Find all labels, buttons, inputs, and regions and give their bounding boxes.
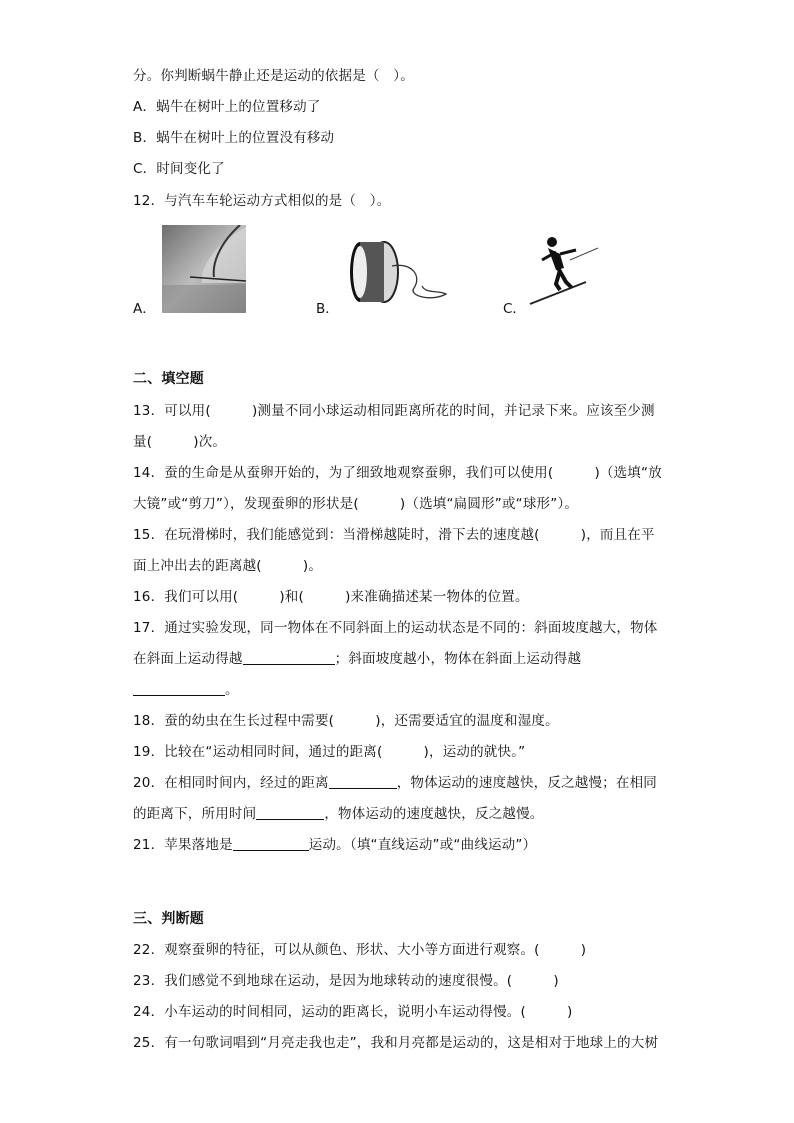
q21-text-a: 21．苹果落地是: [133, 837, 233, 853]
q14-line2: 大镜”或“剪刀”），发现蚕卵的形状是( )（选填“扁圆形”或“球形”）。: [133, 496, 579, 512]
q17-text-c: 。: [225, 682, 239, 698]
skier-icon: [526, 230, 602, 306]
q15-line2: 面上冲出去的距离越( )。: [133, 558, 323, 574]
q12-option-b-label: B．: [316, 301, 339, 317]
q21: [133, 835, 536, 855]
q23: 23．我们感觉不到地球在运动，是因为地球转动的速度很慢。( ): [133, 973, 559, 989]
q17-line2: [133, 649, 581, 669]
q11-option-b: B．蜗牛在树叶上的位置没有移动: [133, 130, 335, 146]
q24: 24．小车运动的时间相同，运动的距离长，说明小车运动得慢。( ): [133, 1004, 573, 1020]
q25: 25．有一句歌词唱到“月亮走我也走”，我和月亮都是运动的，这是相对于地球上的大树: [133, 1035, 659, 1051]
q17-line1: 17．通过实验发现，同一物体在不同斜面上的运动状态是不同的：斜面坡度越大，物体: [133, 620, 658, 636]
q11-option-a: A．蜗牛在树叶上的位置移动了: [133, 99, 321, 115]
q12-option-a-label: A．: [133, 301, 156, 317]
q20-blank-1[interactable]: [329, 774, 397, 789]
q12-option-a-photo: [162, 225, 246, 313]
q17-blank-2[interactable]: [133, 681, 225, 696]
q11-continuation: 分。你判断蜗牛静止还是运动的依据是（ ）。: [133, 68, 414, 84]
q17-text-b: ；斜面坡度越小，物体在斜面上运动得越: [334, 651, 582, 667]
q13-line1: 13．可以用( )测量不同小球运动相同距离所花的时间，并记录下来。应该至少测: [133, 403, 655, 419]
q21-blank[interactable]: [233, 836, 309, 851]
q20-text-d: ，物体运动的速度越快，反之越慢。: [324, 806, 544, 822]
q20-blank-2[interactable]: [256, 805, 324, 820]
section-fill-in-heading: 二、填空题: [133, 371, 204, 387]
q20-line2: [133, 804, 544, 824]
q12-option-c-label: C．: [503, 301, 526, 317]
q17-line3: [133, 680, 239, 700]
q15-line1: 15．在玩滑梯时，我们能感觉到：当滑梯越陡时，滑下去的速度越( )，而且在平: [133, 527, 655, 543]
q17-text-a: 在斜面上运动得越: [133, 651, 243, 667]
q18: 18．蚕的幼虫在生长过程中需要( )，还需要适宜的温度和湿度。: [133, 713, 559, 729]
q22: 22．观察蚕卵的特征，可以从颜色、形状、大小等方面进行观察。( ): [133, 942, 587, 958]
q17-blank-1[interactable]: [243, 650, 335, 665]
q12-stem: 12．与汽车车轮运动方式相似的是（ ）。: [133, 193, 391, 209]
q11-option-c: C．时间变化了: [133, 161, 225, 177]
q20-text-c: 的距离下，所用时间: [133, 806, 257, 822]
q20-text-a: 20．在相同时间内，经过的距离: [133, 775, 329, 791]
q13-line2: 量( )次。: [133, 434, 227, 450]
q20-text-b: ，物体运动的速度越快，反之越慢；在相同: [396, 775, 657, 791]
q14-line1: 14．蚕的生命是从蚕卵开始的，为了细致地观察蚕卵，我们可以使用( )（选填“放: [133, 465, 662, 481]
section-judge-heading: 三、判断题: [133, 911, 204, 927]
yoyo-icon: [342, 236, 452, 308]
q21-text-b: 运动。（填“直线运动”或“曲线运动”）: [308, 837, 537, 853]
q16: 16．我们可以用( )和( )来准确描述某一物体的位置。: [133, 589, 529, 605]
q19: 19．比较在“运动相同时间，通过的距离( )，运动的就快。”: [133, 744, 526, 760]
q20-line1: [133, 773, 657, 793]
